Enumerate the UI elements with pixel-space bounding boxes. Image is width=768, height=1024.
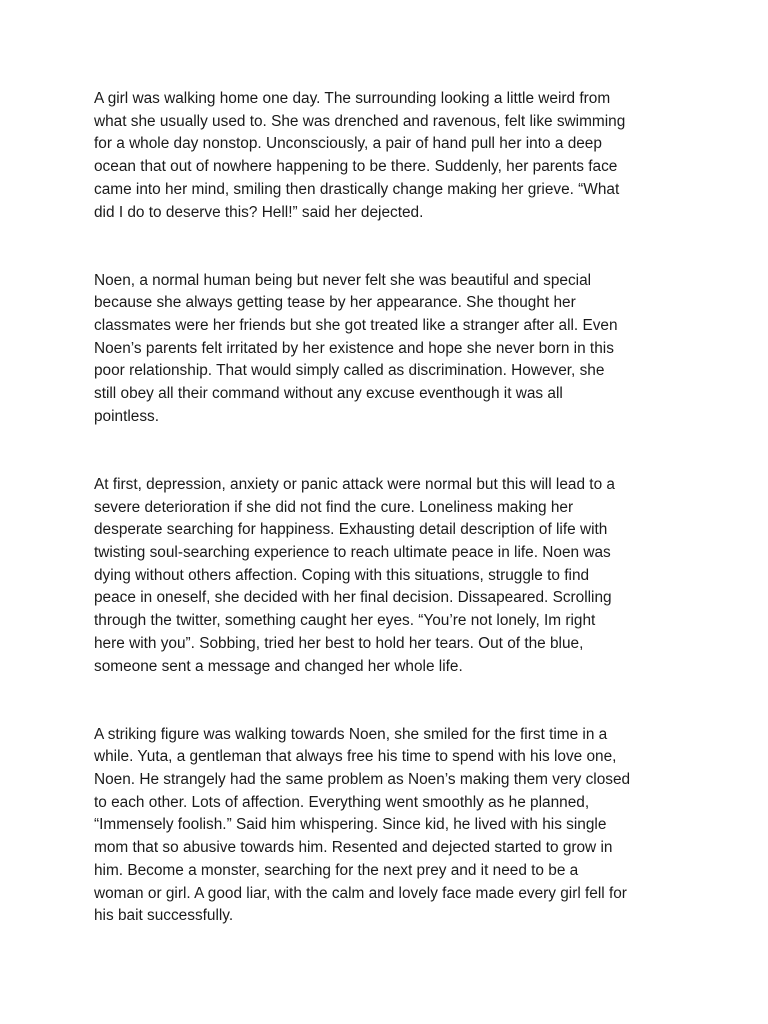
text-line: came into her mind, smiling then drastically change making her grieve. “What — [94, 180, 620, 198]
text-line: ocean that out of nowhere happening to be there. Suddenly, her parents face — [94, 158, 618, 176]
text-line: did I do to deserve this? Hell!” said her dejected. — [94, 203, 424, 221]
text-line: mom that so abusive towards him. Resented and dejected started to grow in — [94, 839, 613, 857]
text-line: to each other. Lots of affection. Everything went smoothly as he planned, — [94, 793, 590, 811]
text-line: poor relationship. That would simply called as discrimination. However, she — [94, 362, 605, 380]
document-body — [94, 88, 694, 973]
text-line: Noen. He strangely had the same problem as Noen’s making them very closed — [94, 771, 631, 789]
text-line: what she usually used to. She was drenched and ravenous, felt like swimming — [94, 112, 626, 130]
text-line: desperate searching for happiness. Exhausting detail description of life with — [94, 521, 608, 539]
text-line: someone sent a message and changed her whole life. — [94, 657, 463, 675]
text-line: through the twitter, something caught her eyes. “You’re not lonely, Im right — [94, 612, 596, 630]
text-line: severe deterioration if she did not find the cure. Loneliness making her — [94, 498, 574, 516]
text-line: A striking figure was walking towards Noen, she smiled for the first time in a — [94, 725, 608, 743]
paragraph-1 — [94, 88, 694, 224]
text-line: “Immensely foolish.” Said him whispering. Since kid, he lived with his single — [94, 816, 607, 834]
text-line: his bait successfully. — [94, 907, 234, 925]
text-line: for a whole day nonstop. Unconsciously, a pair of hand pull her into a deep — [94, 135, 602, 153]
text-line: him. Become a monster, searching for the next prey and it need to be a — [94, 861, 579, 879]
text-line: A girl was walking home one day. The surrounding looking a little weird from — [94, 90, 611, 107]
text-line: twisting soul-searching experience to reach ultimate peace in life. Noen was — [94, 544, 611, 562]
text-line: Noen’s parents felt irritated by her existence and hope she never born in this — [94, 339, 614, 357]
text-line: At first, depression, anxiety or panic attack were normal but this will lead to a — [94, 475, 615, 493]
text-line: still obey all their command without any excuse eventhough it was all — [94, 385, 563, 403]
text-line: because she always getting tease by her appearance. She thought her — [94, 294, 576, 312]
text-line: while. Yuta, a gentleman that always free his time to spend with his love one, — [94, 748, 617, 766]
text-line: dying without others affection. Coping with this situations, struggle to find — [94, 566, 590, 584]
paragraph-2 — [94, 270, 694, 429]
text-line: Noen, a normal human being but never felt she was beautiful and special — [94, 271, 592, 289]
text-line: here with you”. Sobbing, tried her best to hold her tears. Out of the blue, — [94, 634, 584, 652]
text-line: classmates were her friends but she got treated like a stranger after all. Even — [94, 317, 618, 335]
text-line: woman or girl. A good liar, with the calm and lovely face made every girl fell for — [94, 884, 627, 902]
text-line: peace in oneself, she decided with her final decision. Dissapeared. Scrolling — [94, 589, 612, 607]
text-line: pointless. — [94, 407, 160, 425]
paragraph-3 — [94, 474, 694, 678]
paragraph-4 — [94, 724, 694, 928]
